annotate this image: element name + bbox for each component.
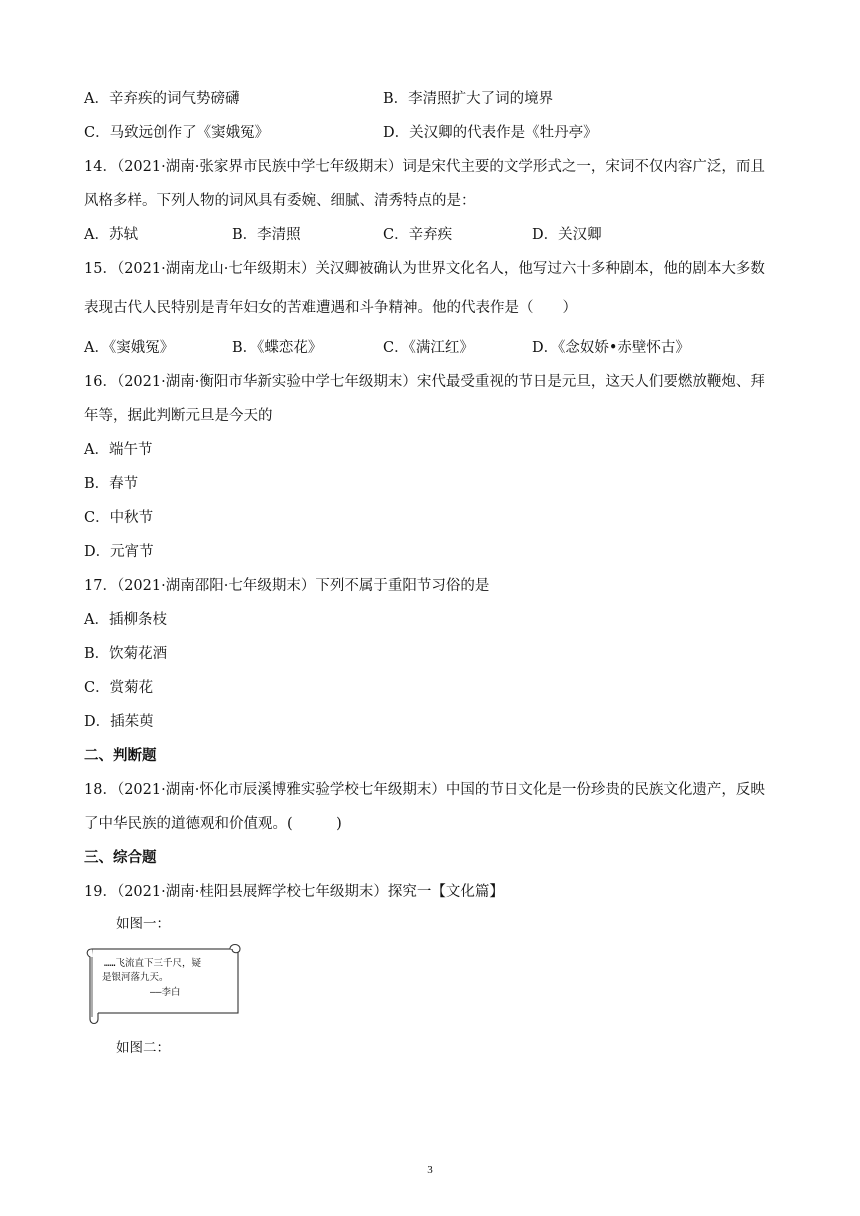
q18-stem-line1: 18．（2021·湖南·怀化市辰溪博雅实验学校七年级期末）中国的节日文化是一份珍贵的民族文化遗产，反映 [84, 782, 765, 798]
q15-option-a: A．《窦娥冤》 [84, 340, 175, 356]
q15-option-c: C．《满江红》 [383, 340, 474, 356]
q19-stem-line1: 19．（2021·湖南·桂阳县展辉学校七年级期末）探究一【文化篇】 [84, 884, 504, 900]
q16-option-d: D．元宵节 [84, 544, 154, 560]
q17-option-b: B．饮菊花酒 [84, 646, 168, 662]
q14-stem-line1: 14．（2021·湖南·张家界市民族中学七年级期末）词是宋代主要的文学形式之一，宋词不仅内容广泛，而且 [84, 159, 765, 175]
q13-option-a: A．辛弃疾的词气势磅礴 [84, 91, 240, 107]
q13-option-b: B．李清照扩大了词的境界 [383, 91, 554, 107]
q17-option-a: A．插柳条枝 [84, 612, 167, 628]
section-heading-judgement: 二、判断题 [84, 748, 157, 764]
q17-stem-line1: 17．（2021·湖南邵阳·七年级期末）下列不属于重阳节习俗的是 [84, 578, 490, 594]
section-heading-comprehensive: 三、综合题 [84, 850, 157, 866]
q16-stem-line1: 16．（2021·湖南·衡阳市华新实验中学七年级期末）宋代最受重视的节日是元旦，这天人们要燃放鞭炮、拜 [84, 374, 765, 390]
figure-2-label: 如图二： [116, 1040, 170, 1056]
poem-author: ——李白 [150, 987, 181, 998]
q14-option-c: C．辛弃疾 [383, 227, 453, 243]
q14-option-a: A．苏轼 [84, 227, 138, 243]
q18-stem-line2: 了中华民族的道德观和价值观。( ) [84, 816, 342, 832]
q15-stem-line1: 15．（2021·湖南龙山·七年级期末）关汉卿被确认为世界文化名人，他写过六十多种剧本，他的剧本大多数 [84, 261, 765, 277]
q16-option-b: B．春节 [84, 476, 139, 492]
figure-1-label: 如图一： [116, 916, 170, 932]
q17-option-d: D．插茱萸 [84, 714, 154, 730]
q14-option-b: B．李清照 [232, 227, 301, 243]
q15-option-d: D．《念奴娇•赤壁怀古》 [532, 340, 690, 356]
q15-stem-line2: 表现古代人民特别是青年妇女的苦难遭遇和斗争精神。他的代表作是（ ） [84, 300, 577, 316]
q16-option-a: A．端午节 [84, 442, 153, 458]
poem-line-1: ……飞流直下三千尺，疑 [104, 958, 201, 969]
q13-option-d: D．关汉卿的代表作是《牡丹亭》 [383, 125, 598, 141]
q13-option-c: C．马致远创作了《窦娥冤》 [84, 125, 270, 141]
q14-stem-line2: 风格多样。下列人物的词风具有委婉、细腻、清秀特点的是： [84, 193, 476, 209]
q16-stem-line2: 年等，据此判断元旦是今天的 [84, 408, 273, 424]
q16-option-c: C．中秋节 [84, 510, 154, 526]
page-number: 3 [427, 1164, 433, 1176]
q14-option-d: D．关汉卿 [532, 227, 602, 243]
q17-option-c: C．赏菊花 [84, 680, 154, 696]
poem-line-2: 是银河落九天。 [102, 972, 169, 983]
poem-scroll-figure [84, 941, 242, 1027]
q15-option-b: B．《蝶恋花》 [232, 340, 323, 356]
